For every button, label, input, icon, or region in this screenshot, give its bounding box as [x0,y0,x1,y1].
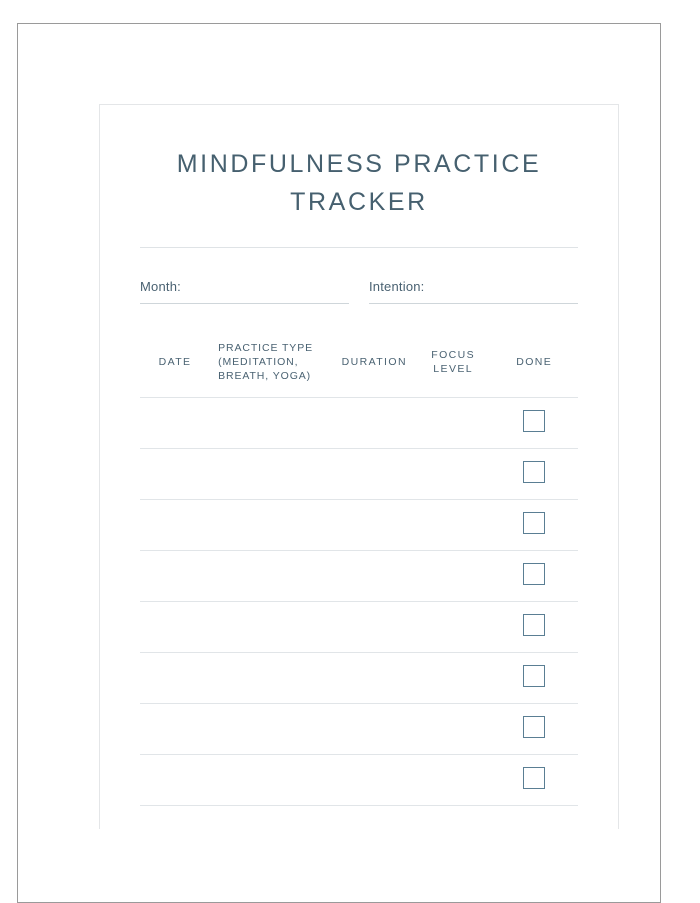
cell-duration[interactable] [333,653,416,704]
cell-practice-type[interactable] [210,602,333,653]
cell-duration[interactable] [333,551,416,602]
table-row [140,653,578,704]
table-row [140,449,578,500]
page-title: MINDFULNESS PRACTICE TRACKER [176,150,542,216]
cell-duration[interactable] [333,500,416,551]
intention-label: Intention: [369,279,425,294]
cell-date[interactable] [140,755,210,806]
column-header-date: DATE [140,331,210,398]
cell-date[interactable] [140,449,210,500]
done-checkbox[interactable] [523,767,545,789]
cell-date[interactable] [140,551,210,602]
cell-practice-type[interactable] [210,551,333,602]
cell-focus-level[interactable] [416,755,490,806]
cell-done [490,704,578,755]
cell-duration[interactable] [333,398,416,449]
tracker-sheet [99,104,619,829]
cell-focus-level[interactable] [416,398,490,449]
cell-focus-level[interactable] [416,500,490,551]
meta-fields [140,278,578,304]
cell-focus-level[interactable] [416,551,490,602]
cell-done [490,500,578,551]
table-row [140,500,578,551]
cell-duration[interactable] [333,602,416,653]
done-checkbox[interactable] [523,614,545,636]
cell-duration[interactable] [333,449,416,500]
cell-date[interactable] [140,398,210,449]
cell-date[interactable] [140,602,210,653]
cell-date[interactable] [140,653,210,704]
cell-done [490,449,578,500]
cell-practice-type[interactable] [210,653,333,704]
column-header-duration: DURATION [333,331,416,398]
cell-duration[interactable] [333,704,416,755]
cell-focus-level[interactable] [416,449,490,500]
table-header [140,331,578,398]
cell-focus-level[interactable] [416,653,490,704]
table-body [140,398,578,806]
cell-practice-type[interactable] [210,755,333,806]
done-checkbox[interactable] [523,461,545,483]
column-header-focus-level: FOCUS LEVEL [416,331,490,398]
cell-done [490,755,578,806]
title-divider [140,247,578,248]
cell-done [490,602,578,653]
cell-practice-type[interactable] [210,500,333,551]
done-checkbox[interactable] [523,716,545,738]
cell-done [490,398,578,449]
table-row [140,704,578,755]
cell-date[interactable] [140,704,210,755]
table-row [140,602,578,653]
cell-focus-level[interactable] [416,704,490,755]
column-header-done: DONE [490,331,578,398]
month-label: Month: [140,279,181,294]
cell-done [490,551,578,602]
cell-duration[interactable] [333,755,416,806]
cell-practice-type[interactable] [210,449,333,500]
done-checkbox[interactable] [523,512,545,534]
intention-field[interactable] [369,278,578,304]
table-row [140,755,578,806]
done-checkbox[interactable] [523,665,545,687]
document-page-frame [17,23,661,903]
cell-practice-type[interactable] [210,398,333,449]
table-row [140,398,578,449]
month-field[interactable] [140,278,349,304]
done-checkbox[interactable] [523,410,545,432]
done-checkbox[interactable] [523,563,545,585]
cell-date[interactable] [140,500,210,551]
cell-focus-level[interactable] [416,602,490,653]
table-header-row [140,331,578,398]
table-row [140,551,578,602]
cell-done [490,653,578,704]
column-header-practice-type: PRACTICE TYPE (MEDITATION, BREATH, YOGA) [210,331,333,398]
practice-tracker-table [140,331,578,806]
cell-practice-type[interactable] [210,704,333,755]
